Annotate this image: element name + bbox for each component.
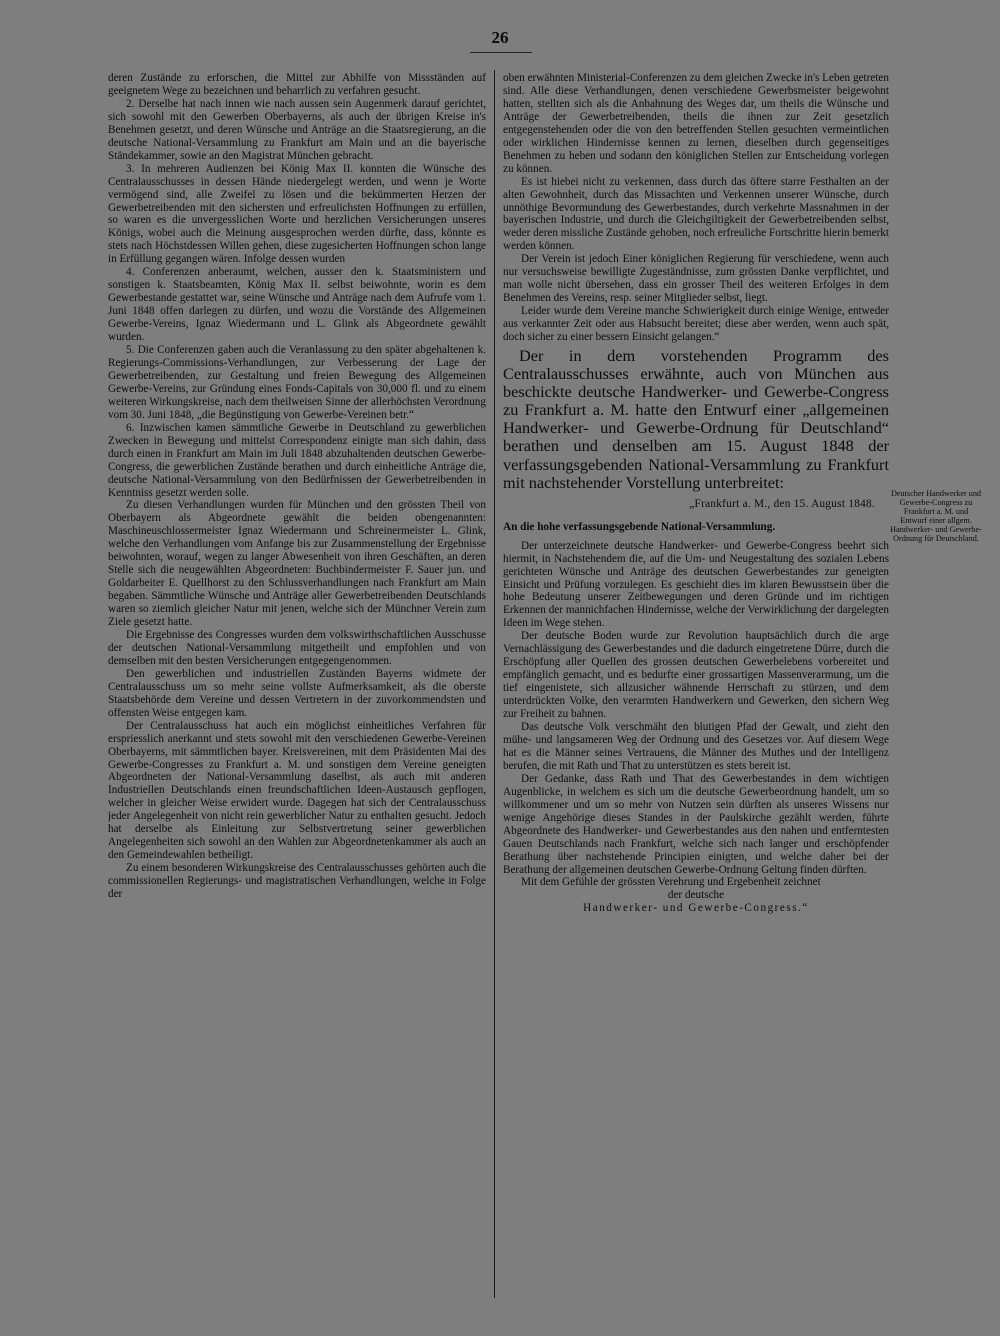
signature-line-1: der deutsche — [667, 889, 725, 902]
letter-dateline: „Frankfurt a. M., den 15. August 1848. — [689, 497, 875, 510]
left-paragraph: Zu einem besonderen Wirkungskreise des Centralausschusses gehörten auch die commissionellen Regierungs- und magistratischen Verhandlungen, welche in Folge der — [108, 862, 486, 901]
right-paragraph: oben erwähnten Ministerial-Conferenzen zu dem gleichen Zwecke in's Leben getreten sind. Alle diese Verhandlungen, denen verschiedene Gewerbsmeister beigewohnt hatten, stellten sich als die Anbahnung des Weges dar, um theils die Wünsche und Anträge der Gewerbetreibenden, theils die ihnen zur Zeit gesetzlich entgegenstehenden oder die von den betreffenden Stellen gesuchten vermeintlichen oder wirklichen Hindernisse kennen zu lernen, dieselben durch gegenseitiges Benehmen zu heben und sodann den königlichen Stellen zur Entscheidung vorlegen zu können. — [503, 72, 889, 175]
left-paragraph: 6. Inzwischen kamen sämmtliche Gewerbe in Deutschland zu gewerblichen Zwecken in Bewegung und mittelst Correspondenz einigte man sich dahin, dass durch einen in Frankfurt am Main im Juli 1848 abzuhaltenden deutschen Gewerbe-Congress, die gewerblichen Zustände berathen und durch einheitliche Anträge die, deutsche National-Versammlung von den Bedürfnissen der Gewerbetreibenden in Kenntniss gesetzt werden solle. — [108, 421, 486, 499]
right-column — [503, 72, 889, 1302]
letter-paragraph: Der unterzeichnete deutsche Handwerker- und Gewerbe-Congress beehrt sich hiermit, in Nachstehendem die, auf die Um- und Neugestaltung des sozialen Lebens gerichteten Wünsche und Anträge des deutschen Gewerbestandes zur geneigten Einsicht und Prüfung vorzulegen. Es geschieht dies im klaren Bewusstsein über die hohe Bedeutung unserer Zeitbewegungen und deren Gründe und im richtigen Erkennen der mannichfachen Hindernisse, welche der Verwirklichung der dargelegten Ideen im Wege stehen. — [503, 539, 889, 630]
signature-line-2: Handwerker- und Gewerbe-Congress.“ — [583, 902, 809, 915]
letter-paragraph: Mit dem Gefühle der grössten Verehrung und Ergebenheit zeichnet — [521, 876, 821, 889]
letter-paragraph: Der deutsche Boden wurde zur Revolution hauptsächlich durch die arge Vernachlässigung des Gewerbestandes und die dadurch eingetretene Dürre, durch die Erschöpfung aller Quellen des grossen deutschen Gewerbelebens vorbereitet und empfänglich gemacht, und es bedurfte einer grossartigen Massenverarmung, um die tief eingenistete, sich allzusicher wähnende Herrschaft zu stürzen, und dem unterdrückten Volke, den verarmten Handwerkern und Gewerken, den sichern Weg zur Freiheit zu bahnen. — [503, 630, 889, 721]
left-paragraph: Zu diesen Verhandlungen wurden für München und den grössten Theil von Oberbayern als Abgeordnete gewählt die beiden obengenannten: Maschineuschlossermeister Ignaz Wiedermann und Schreinermeister L. Glink, welche den Verhandlungen vom Anfange bis zur Zusammenstellung der Ergebnisse beiwohnten, worauf, wegen zu langer Abwesenheit von ihren Geschäften, an deren Stelle sich die neugewählten Abgeordneten: Buchbindermeister F. Sauer jun. und Goldarbeiter E. Quellhorst zu den Schlussverhandlungen nach Frankfurt am Main begaben. Sämmtliche Wünsche und Anträge aller Gewerbetreibenden Deutschlands waren so ziemlich gleicher Natur mit jenen, welche sich der Münchner Verein zum Ziele gesetzt hatte. — [108, 499, 486, 629]
introductory-paragraph: Der in dem vorstehenden Programm des Centralausschusses erwähnte, auch von München aus beschickte deutsche Handwerker- und Gewerbe-Congress zu Frankfurt a. M. hatte den Entwurf einer „allgemeinen Handwerker- und Gewerbe-Ordnung für Deutschland“ berathen und denselben am 15. August 1848 der verfassungsgebenden National-Versammlung zu Frankfurt mit nachstehender Vorstellung unterbreitet: — [503, 346, 889, 492]
left-paragraph: 3. In mehreren Audienzen bei König Max II. konnten die Wünsche des Centralausschusses in dessen Hände niedergelegt werden, und wenn je Worte vermögend sind, alle Zweifel zu lösen und die bekümmerten Herzen der Gewerbetreibenden mit den sichersten und erfreulichsten Hoffnungen zu erfüllen, so waren es die unvergesslichen Worte und herzlichen Versicherungen unseres Königs, wobei auch die Meinung ausgesprochen werden dürfte, dass, könnte es stets nach Höchstdessen Willen gehen, diese zugesicherten Hoffnungen schon lange in Erfüllung gegangen wären. Infolge dessen wurden — [108, 162, 486, 266]
right-paragraph: Der Verein ist jedoch Einer königlichen Regierung für verschiedene, wenn auch nur versuchsweise bewilligte Zugeständnisse, zum grössten Danke verpflichtet, und man wolle nicht übersehen, dass ein grosser Theil des weiteren Erfolges in dem Benehmen des Vereins, resp. seiner Mitglieder selbst, liegt. — [503, 253, 889, 305]
letter-paragraph: Das deutsche Volk verschmäht den blutigen Pfad der Gewalt, und zieht den mühe- und langsameren Weg der Ordnung und des Gesetzes vor. Auf diesem Wege hat es die Männer seines Vertrauens, die Männer des Muthes und der Intelligenz berufen, die mit Rath und That zu unterstützen es stets bereit ist. — [503, 721, 889, 772]
left-paragraph: Der Centralausschuss hat auch ein möglichst einheitliches Verfahren für erspriesslich anerkannt und stets sowohl mit den verschiedenen Gewerbe-Vereinen Oberbayerns, mit sämmtlichen bayer. Kreisvereinen, mit dem Präsidenten Mai des Gewerbe-Congresses zu Frankfurt a. M. und sonstigen dem Vereine geneigten Abgeordneten der National-Versammlung daselbst, als auch mit anderen Industriellen Deutschlands einen freundschaftlichen Ideen-Austausch gepflogen, welcher in gleicher Weise erwidert wurde. Dagegen hat sich der Centralausschuss jeder Angelegenheit von nicht rein gewerblicher Natur zu enthalten gesucht. Jedoch hat derselbe als Einleitung zur Selbstvertretung seiner gewerblichen Angelegenheiten sich sowohl an den Wahlen zur Abgeordnetenkammer als auch an den Gemeindewahlen betheiligt. — [108, 719, 486, 862]
page-number: 26 — [0, 28, 1000, 48]
left-paragraph: 4. Conferenzen anberaumt, welchen, ausser den k. Staatsministern und sonstigen k. Staatsbeamten, König Max II. selbst beiwohnte, worin es dem Gewerbestande gestattet war, seine Wünsche und Anträge nach dem Aufrufe vom 1. Juni 1848 offen darlegen zu dürfen, und wozu die Vorstände des Allgemeinen Gewerbe-Vereins, Ignaz Wiedermann und L. Glink als Abgeordnete gewählt wurden. — [108, 266, 486, 344]
right-column-intro — [503, 72, 889, 344]
right-paragraph: Es ist hiebei nicht zu verkennen, dass durch das öftere starre Festhalten an der alten Gewohnheit, durch das Missachten und Verkennen unserer Wünsche, durch unnöthige Bevormundung des Gewerbestandes, durch verkehrte Massnahmen in der bayerischen Industrie, und durch die Gleichgiltigkeit der Gewerbetreibenden selbst, weder deren missliche Zustände gehoben, noch erfreuliche Fortschritte hierin bemerkt werden können. — [503, 175, 889, 253]
right-paragraph: Leider wurde dem Vereine manche Schwierigkeit durch einige Wenige, entweder aus verkannter Zeit oder aus Habsucht bereitet; diese aber werden, wenn auch spät, doch sicher zu einer bessern Einsicht gelangen.“ — [503, 305, 889, 344]
margin-note: Deutscher Handwerker und Gewerbe-Congress zu Frankfurt a. M. und Entwurf einer allgem. Handwerker- und Gewerbe-Ordnung für Deutschland. — [890, 489, 982, 543]
letter-body — [503, 540, 889, 890]
left-column — [108, 72, 486, 1302]
left-paragraph: deren Zustände zu erforschen, die Mittel zur Abhilfe von Missständen auf geeignetem Wege zu bezeichnen und beharrlich zu verfahren gesucht. — [108, 72, 486, 97]
left-paragraph: Den gewerblichen und industriellen Zuständen Bayerns widmete der Centralausschuss um so mehr seine vollste Aufmerksamkeit, als die oberste Staatsbehörde dem Vereine und dessen Vertretern in der zuvorkommendsten und offensten Weise entgegen kam. — [108, 667, 486, 719]
left-paragraph: 5. Die Conferenzen gaben auch die Veranlassung zu den später abgehaltenen k. Regierungs-Commissions-Verhandlungen, zur Verbesserung der Lage der Gewerbetreibenden, zur Gestaltung und freien Bewegung des Allgemeinen Gewerbe-Vereins, zur Gründung eines Fonds-Capitals von 30,000 fl. und zu einem weiteren Wirkungskreise, nach dem theilweisen Sinne der allerhöchsten Verordnung vom 30. Juni 1848, „die Begünstigung von Gewerbe-Vereinen betr.“ — [108, 344, 486, 421]
left-paragraph: 2. Derselbe hat nach innen wie nach aussen sein Augenmerk darauf gerichtet, sich sowohl mit den Gewerben Oberbayerns, als auch der übrigen Kreise in's Benehmen gesetzt, und deren Wünsche und Anträge an die Staatsregierung, an die deutsche National-Versammlung zu Frankfurt am Main und an die bayerische Ständekammer, sowie an den Magistrat München gebracht. — [108, 97, 486, 162]
left-paragraph: Die Ergebnisse des Congresses wurden dem volkswirthschaftlichen Ausschusse der deutschen National-Versammlung mitgetheilt und empfohlen und von demselben mit den besten Versicherungen entgegengenommen. — [108, 628, 486, 667]
letter-address: An die hohe verfassungsgebende National-Versammlung. — [503, 520, 776, 533]
letter-paragraph: Der Gedanke, dass Rath und That des Gewerbestandes in dem wichtigen Augenblicke, in welchem es sich um die deutsche Gewerbeordnung handelt, um so willkommener und um so mehr von Nutzen sein dürften als unseres Wissens nur wenige Angehörige dieses Standes in der Paulskirche gezählt werden, führte Abgeordnete des Handwerker- und Gewerbestandes aus den nahen und entferntesten Gauen Deutschlands nach Frankfurt, welche sich nach langer und erschöpfender Berathung über nachstehende Principien einigten, und welche daher bei der Berathung der allgemeinen deutschen Gewerbe-Ordnung Geltung finden dürften. — [503, 772, 889, 876]
column-divider — [494, 70, 495, 1298]
